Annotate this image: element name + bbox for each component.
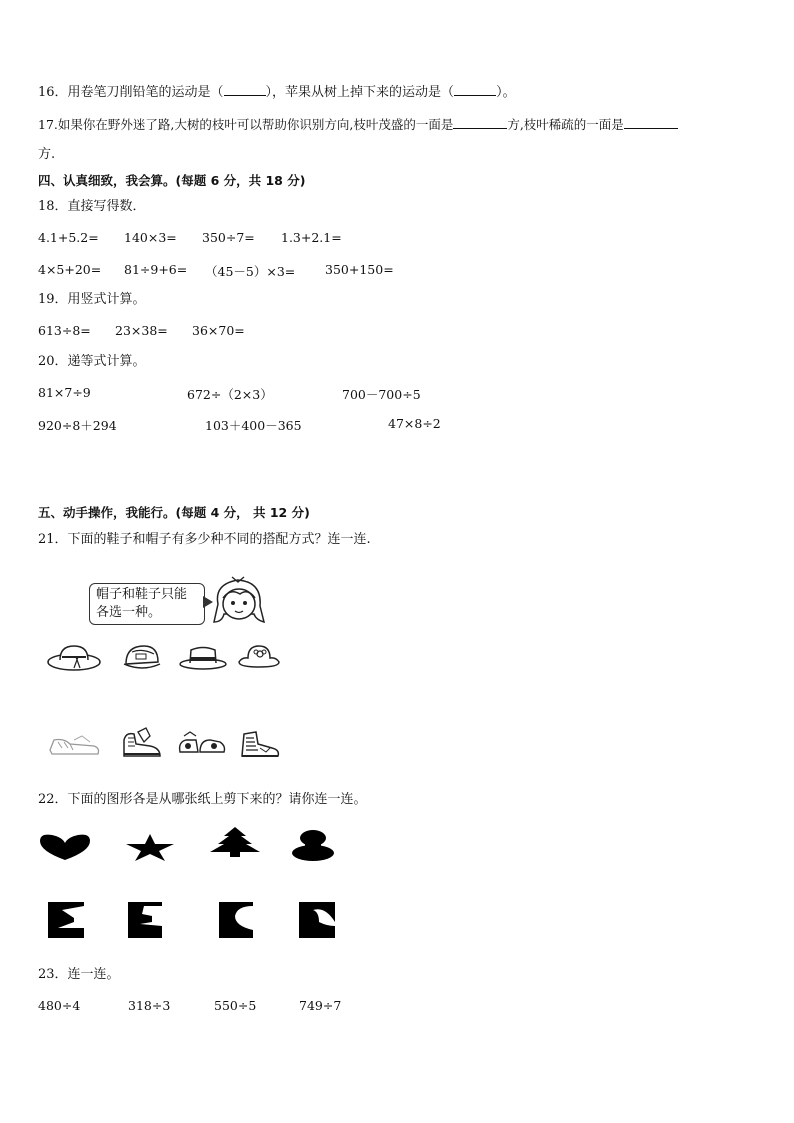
q16-blank-2[interactable] <box>454 83 496 96</box>
fedora-hat-icon <box>178 642 228 672</box>
sun-hat-icon <box>46 640 102 674</box>
q21-title: 21．下面的鞋子和帽子有多少种不同的搭配方式？连一连. <box>38 532 371 547</box>
q19-item: 613÷8= <box>38 323 91 338</box>
q16-mid: ），苹果从树上掉下来的运动是（ <box>265 85 455 100</box>
q16-blank-1[interactable] <box>224 83 266 96</box>
q19-item: 23×38= <box>115 323 168 338</box>
q20-item: 920÷8＋294 <box>38 418 117 433</box>
girl-face-icon <box>210 574 268 632</box>
q17-suffix: 方. <box>38 147 56 162</box>
q20-title: 20．递等式计算。 <box>38 354 146 369</box>
section-5-title: 五、动手操作，我能行。(每题 4 分， 共 12 分) <box>38 505 310 520</box>
q16-prefix: 16．用卷笔刀削铅笔的运动是（ <box>38 85 224 100</box>
cut-paper-4-icon <box>299 902 335 938</box>
boot-icon <box>118 724 166 762</box>
q17-mid: 方,枝叶稀疏的一面是 <box>507 117 624 132</box>
question-17 <box>38 116 678 134</box>
q18-item: 4×5+20= <box>38 262 102 277</box>
cut-paper-3-icon <box>219 902 253 938</box>
flower-bonnet-icon <box>236 640 282 672</box>
tree-arrow-shape-icon <box>208 826 262 858</box>
q23-item: 550÷5 <box>214 998 257 1013</box>
q17-blank-2[interactable] <box>624 116 678 129</box>
q20-item: 672÷（2×3） <box>187 387 273 402</box>
star-shape-icon <box>124 832 176 862</box>
q18-item: 4.1+5.2= <box>38 230 99 245</box>
q23-item: 749÷7 <box>299 998 342 1013</box>
cut-paper-1-icon <box>48 902 84 938</box>
q18-item: 81÷9+6= <box>124 262 188 277</box>
question-16 <box>38 83 516 102</box>
q20-item: 103＋400－365 <box>205 418 302 433</box>
q23-item: 480÷4 <box>38 998 81 1013</box>
q17-blank-1[interactable] <box>453 116 507 129</box>
bubble-line-1: 帽子和鞋子只能 <box>96 587 188 602</box>
heart-shape-icon <box>38 833 92 861</box>
sandal-shoe-icon <box>176 728 228 760</box>
cut-paper-2-icon <box>128 902 162 938</box>
q18-item: 1.3+2.1= <box>281 230 342 245</box>
speech-bubble <box>89 583 205 625</box>
high-top-sneaker-icon <box>236 726 282 762</box>
mushroom-shape-icon <box>291 828 337 862</box>
q18-item: 350+150= <box>325 262 394 277</box>
q18-title: 18．直接写得数． <box>38 199 146 214</box>
q20-item: 47×8÷2 <box>388 416 441 431</box>
q23-title: 23．连一连。 <box>38 967 120 982</box>
q20-item: 700－700÷5 <box>342 387 421 402</box>
q22-title: 22．下面的图形各是从哪张纸上剪下来的？请你连一连。 <box>38 792 367 807</box>
q18-item: 350÷7= <box>202 230 255 245</box>
q23-item: 318÷3 <box>128 998 171 1013</box>
baseball-cap-icon <box>120 640 164 674</box>
q18-item: （45－5）×3= <box>205 264 296 279</box>
q20-item: 81×7÷9 <box>38 385 91 400</box>
question-17-continuation <box>38 146 55 164</box>
q17-prefix: 17.如果你在野外迷了路,大树的枝叶可以帮助你识别方向,枝叶茂盛的一面是 <box>38 117 454 132</box>
q19-item: 36×70= <box>192 323 245 338</box>
bubble-line-2: 各选一种。 <box>96 605 162 620</box>
q19-title: 19．用竖式计算。 <box>38 292 146 307</box>
q18-item: 140×3= <box>124 230 177 245</box>
sneaker-icon <box>46 730 102 760</box>
q16-suffix: ）。 <box>496 85 516 100</box>
section-4-title: 四、认真细致，我会算。(每题 6 分，共 18 分) <box>38 173 306 188</box>
